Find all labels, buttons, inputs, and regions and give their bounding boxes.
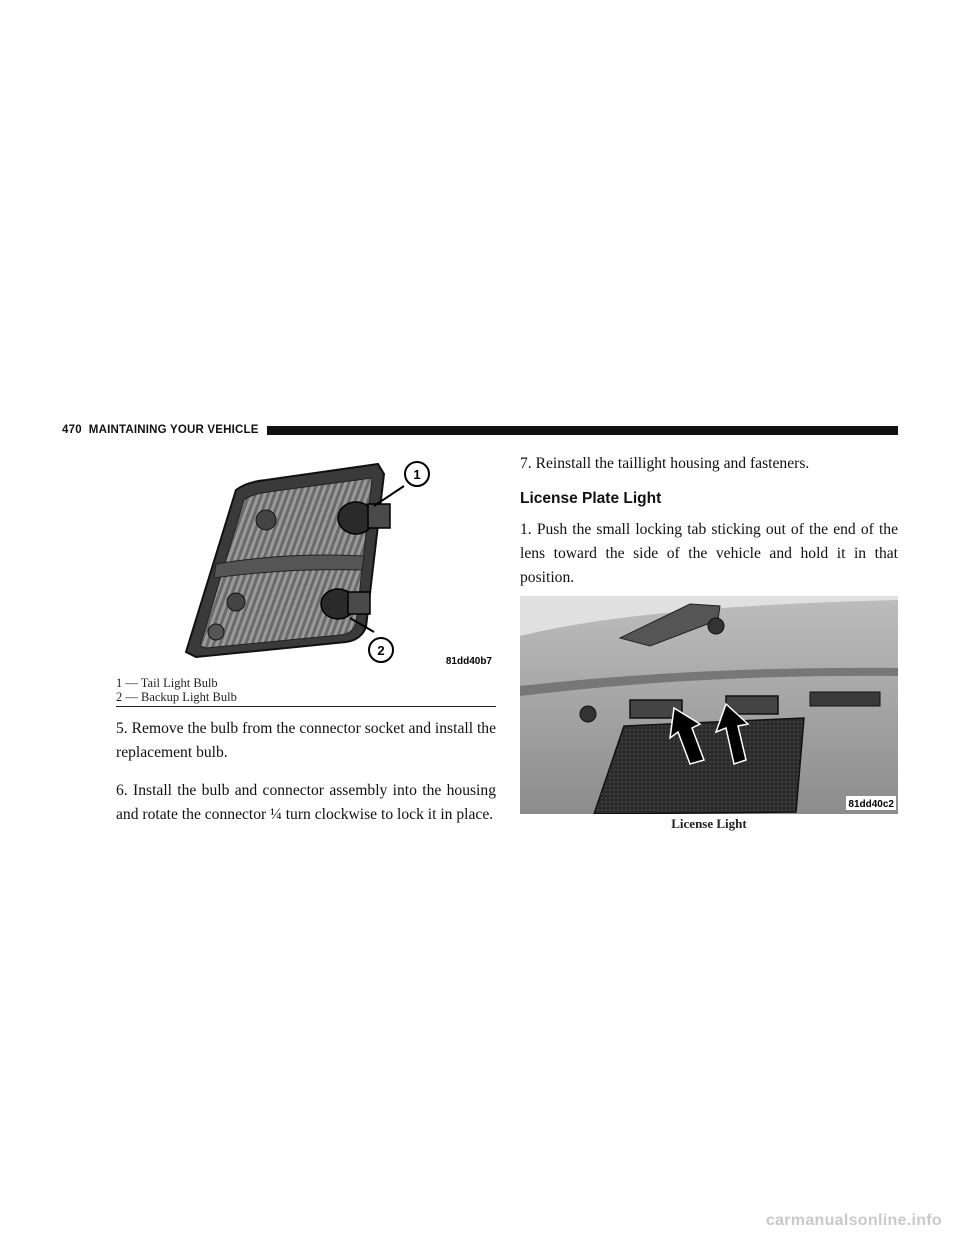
legend-item: 1 — Tail Light Bulb [116, 676, 218, 690]
section-title: MAINTAINING YOUR VEHICLE [88, 424, 259, 436]
legend-item: 2 — Backup Light Bulb [116, 690, 237, 704]
left-column [116, 452, 496, 827]
taillight-illustration [116, 452, 496, 674]
step-5: 5. Remove the bulb from the connector socket and install the replacement bulb. [116, 720, 496, 761]
figure-legend [116, 676, 496, 707]
callout-1-label: 1 [413, 467, 421, 482]
header-rule [267, 426, 898, 435]
license-light-figure [520, 596, 898, 814]
license-step-1: 1. Push the small locking tab sticking out of the end of the lens toward the side of the vehicle and hold it in that position. [520, 521, 898, 586]
watermark: carmanualsonline.info [765, 1212, 942, 1229]
figure-caption: License Light [671, 816, 747, 831]
section-subheading: License Plate Light [520, 490, 662, 507]
page-number: 470 [62, 424, 82, 436]
page-header [62, 423, 898, 437]
right-column [520, 452, 898, 832]
figure-code: 81dd40b7 [445, 656, 492, 667]
taillight-figure [116, 452, 496, 674]
license-light-illustration [520, 596, 898, 814]
step-6: 6. Install the bulb and connector assembly into the housing and rotate the connector ¼ turn clockwise to lock it in place. [116, 782, 496, 823]
callout-2-label: 2 [377, 643, 385, 658]
step-7: 7. Reinstall the taillight housing and fasteners. [520, 455, 810, 472]
figure-code: 81dd40c2 [848, 799, 894, 810]
